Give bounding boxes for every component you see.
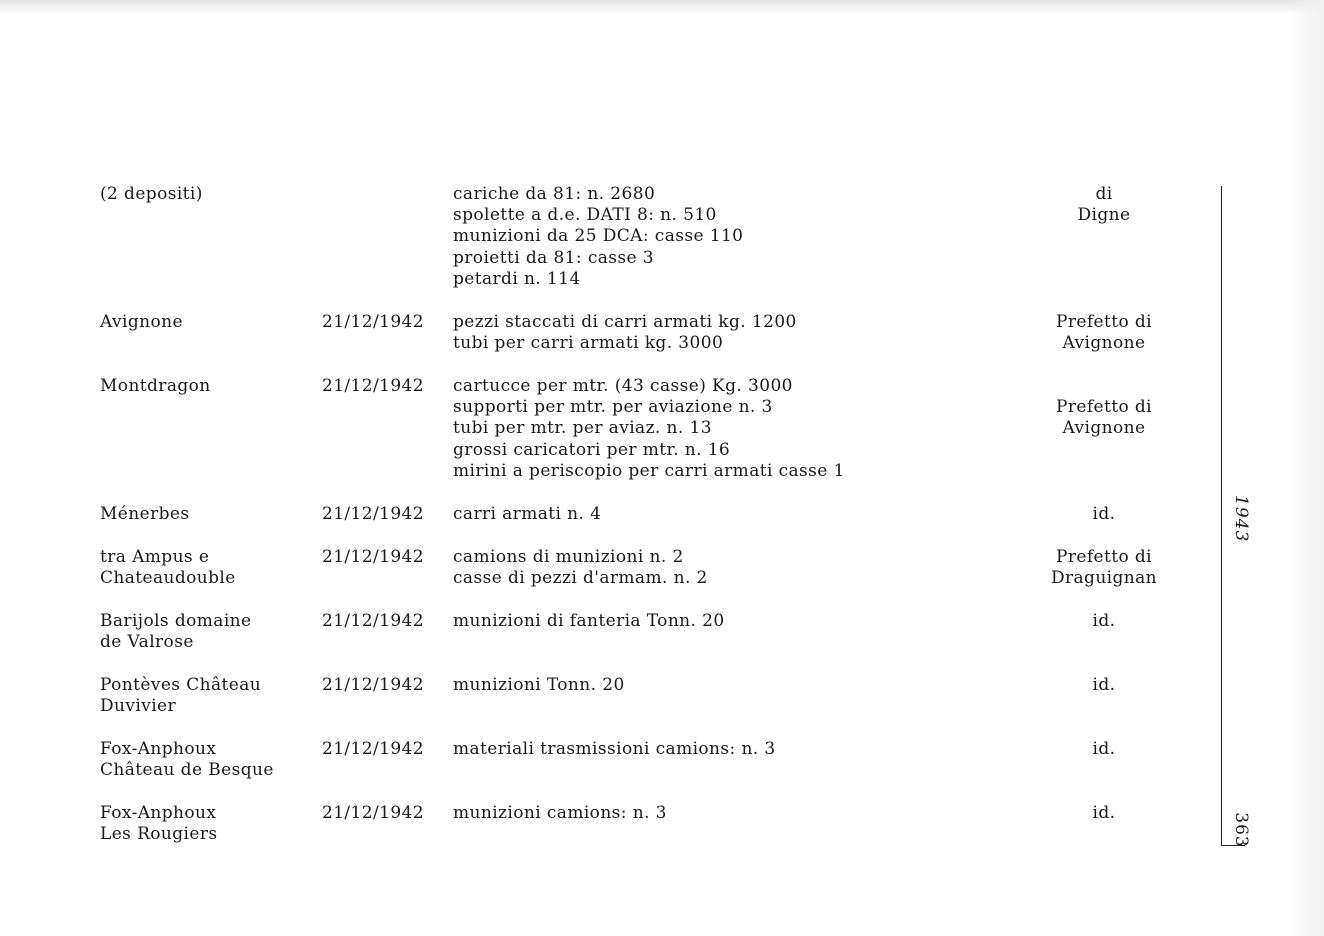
- items-cell: [453, 739, 1013, 760]
- item-line: munizioni di fanteria Tonn. 20: [453, 611, 725, 631]
- item-line: casse di pezzi d'armam. n. 2: [453, 568, 708, 589]
- location-cell: [100, 611, 310, 653]
- authority-line: di: [1095, 184, 1113, 204]
- date-cell: 21/12/1942: [322, 675, 424, 695]
- date-cell: 21/12/1942: [322, 803, 424, 823]
- authority-line: id.: [1092, 675, 1116, 695]
- item-line: grossi caricatori per mtr. n. 16: [453, 439, 731, 460]
- location-line: Fox-Anphoux: [100, 739, 217, 759]
- authority-cell: [1020, 504, 1188, 525]
- scan-binding-shadow: [1288, 0, 1324, 936]
- location-line: (2 depositi): [100, 184, 203, 204]
- authority-line: Prefetto di: [1056, 547, 1152, 567]
- authority-line: Avignone: [1062, 418, 1146, 439]
- location-line: Château de Besque: [100, 760, 274, 781]
- authority-cell: [1020, 803, 1188, 824]
- authority-cell: [1020, 312, 1188, 354]
- date-cell: 21/12/1942: [322, 611, 424, 631]
- item-line: carri armati n. 4: [453, 504, 602, 524]
- authority-line: Avignone: [1062, 333, 1146, 354]
- item-line: cartucce per mtr. (43 casse) Kg. 3000: [453, 376, 793, 396]
- item-line: mirini a periscopio per carri armati casse 1: [453, 460, 845, 481]
- authority-line: Digne: [1077, 205, 1131, 226]
- authority-line: Prefetto di: [1056, 312, 1152, 332]
- items-cell: [453, 504, 1013, 525]
- authority-cell: [1020, 739, 1188, 760]
- margin-rule: [1221, 186, 1222, 846]
- authority-line: id.: [1092, 504, 1116, 524]
- item-line: proietti da 81: casse 3: [453, 247, 655, 268]
- item-line: petardi n. 114: [453, 268, 581, 289]
- location-line: tra Ampus e: [100, 547, 210, 567]
- location-line: Les Rougiers: [100, 824, 218, 845]
- item-line: pezzi staccati di carri armati kg. 1200: [453, 312, 797, 332]
- authority-cell: [1020, 675, 1188, 696]
- item-line: tubi per carri armati kg. 3000: [453, 333, 724, 354]
- items-cell: [453, 376, 1013, 482]
- items-cell: [453, 312, 1013, 354]
- authority-cell: [1020, 184, 1188, 226]
- item-line: cariche da 81: n. 2680: [453, 184, 656, 204]
- location-line: de Valrose: [100, 632, 194, 653]
- item-line: spolette a d.e. DATI 8: n. 510: [453, 205, 717, 226]
- location-cell: [100, 312, 310, 333]
- items-cell: [453, 184, 1013, 290]
- location-cell: [100, 184, 310, 205]
- item-line: supporti per mtr. per aviazione n. 3: [453, 397, 773, 418]
- item-line: camions di munizioni n. 2: [453, 547, 684, 567]
- location-line: Montdragon: [100, 376, 211, 396]
- authority-line: id.: [1092, 611, 1116, 631]
- location-line: Ménerbes: [100, 504, 190, 524]
- location-cell: [100, 803, 310, 845]
- item-line: munizioni Tonn. 20: [453, 675, 625, 695]
- items-cell: [453, 803, 1013, 824]
- authority-spacer: [1020, 376, 1188, 397]
- date-cell: 21/12/1942: [322, 312, 424, 332]
- date-cell: 21/12/1942: [322, 376, 424, 396]
- location-line: Fox-Anphoux: [100, 803, 217, 823]
- location-cell: [100, 547, 310, 589]
- item-line: munizioni da 25 DCA: casse 110: [453, 226, 744, 247]
- authority-line: Prefetto di: [1056, 397, 1152, 417]
- location-line: Chateaudouble: [100, 568, 236, 589]
- location-line: Avignone: [100, 312, 183, 332]
- authority-cell: [1020, 376, 1188, 439]
- date-cell: 21/12/1942: [322, 547, 424, 567]
- date-cell: 21/12/1942: [322, 739, 424, 759]
- item-line: munizioni camions: n. 3: [453, 803, 667, 823]
- authority-line: id.: [1092, 739, 1116, 759]
- location-cell: [100, 675, 310, 717]
- items-cell: [453, 547, 1013, 589]
- location-cell: [100, 504, 310, 525]
- date-cell: 21/12/1942: [322, 504, 424, 524]
- authority-cell: [1020, 547, 1188, 589]
- authority-line: Draguignan: [1050, 568, 1158, 589]
- item-line: materiali trasmissioni camions: n. 3: [453, 739, 776, 759]
- location-line: Barijols domaine: [100, 611, 252, 631]
- authority-line: id.: [1092, 803, 1116, 823]
- item-line: tubi per mtr. per aviaz. n. 13: [453, 418, 712, 439]
- location-cell: [100, 739, 310, 781]
- running-head-year: 1943: [1231, 495, 1251, 543]
- items-cell: [453, 611, 1013, 632]
- authority-cell: [1020, 611, 1188, 632]
- items-cell: [453, 675, 1013, 696]
- location-line: Pontèves Château: [100, 675, 262, 695]
- location-cell: [100, 376, 310, 397]
- location-line: Duvivier: [100, 696, 177, 717]
- page-number: 363: [1231, 812, 1251, 848]
